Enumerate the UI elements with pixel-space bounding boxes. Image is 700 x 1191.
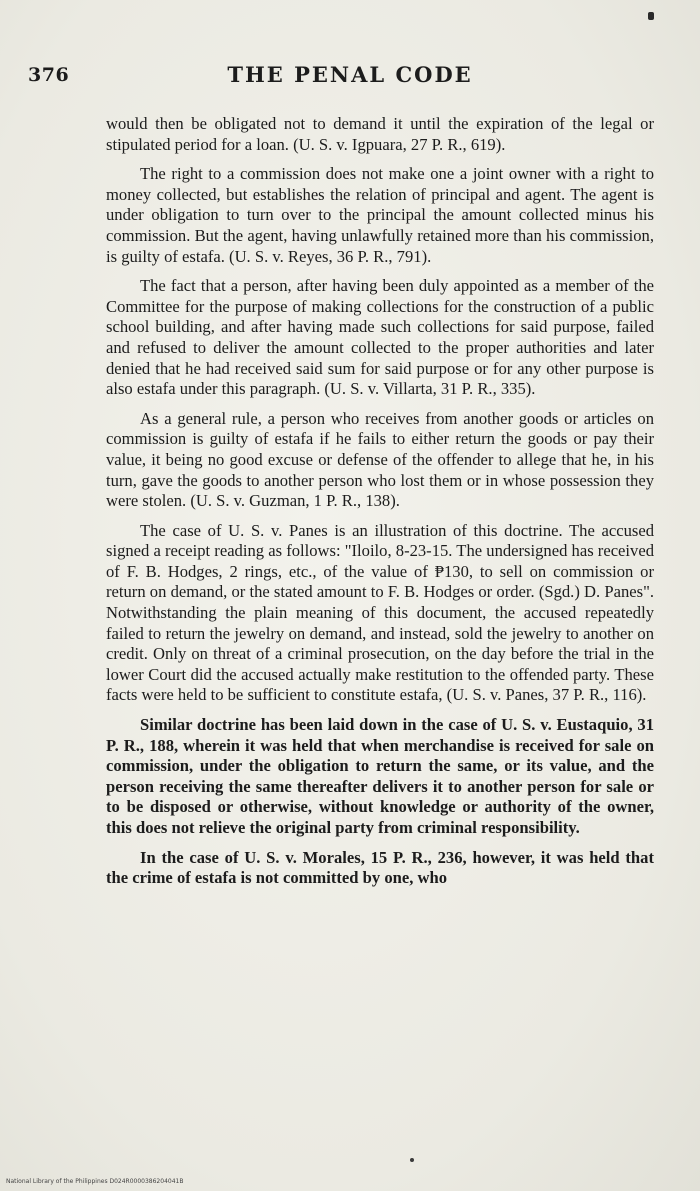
scan-mark: [648, 12, 654, 20]
paragraph-morales-case: In the case of U. S. v. Morales, 15 P. R., 236, however, it was held that the crime of estafa is not committed by one, who: [106, 847, 654, 888]
paragraph-commission: The right to a commission does not make one a joint owner with a right to money collected, but establishes the relation of principal and agent. The agent is under obligation to turn over to the principal the amount collected minus his commission. But the agent, having unlawfully retained more than his commission, is guilty of estafa. (U. S. v. Reyes, 36 P. R., 791).: [106, 164, 654, 266]
paragraph-committee: The fact that a person, after having been duly appointed as a member of the Committee for the purpose of making collections for the construction of a public school building, and after having made such collections for said purpose, failed and refused to deliver the amount collected to the proper authorities and later denied that he had received said sum for said purpose or for any other purpose is also estafa under this paragraph. (U. S. v. Villarta, 31 P. R., 335).: [106, 276, 654, 399]
ink-speck: [410, 1158, 414, 1162]
paragraph-eustaquio-case: Similar doctrine has been laid down in the case of U. S. v. Eustaquio, 31 P. R., 188, wherein it was held that when merchandise is received for sale on commission, under the obligation to return the same, or its value, and the person receiving the same thereafter delivers it to another person for sale or to be disposed or otherwise, without knowledge or authority of the owner, this does not relieve the original party from criminal responsibility.: [106, 715, 654, 837]
body-text: [106, 114, 654, 898]
archive-footer: National Library of the Philippines D024R0000386204041B: [6, 1178, 184, 1185]
paragraph-panes-case: The case of U. S. v. Panes is an illustration of this doctrine. The accused signed a receipt reading as follows: "Iloilo, 8-23-15. The undersigned has received of F. B. Hodges, 2 rings, etc., of the value of ₱130, to sell on commission or return on demand, or the stated amount to F. B. Hodges or order. (Sgd.) D. Panes". Notwithstanding the plain meaning of this document, the accused repeatedly failed to return the jewelry on demand, and instead, sold the jewelry to another on credit. Only on threat of a criminal prosecution, on the day before the trial in the lower Court did the accused actually make restitution to the offended party. These facts were held to be sufficient to constitute estafa, (U. S. v. Panes, 37 P. R., 116).: [106, 520, 654, 705]
paragraph-continued: would then be obligated not to demand it until the expiration of the legal or stipulated period for a loan. (U. S. v. Igpuara, 27 P. R., 619).: [106, 114, 654, 154]
running-head: THE PENAL CODE: [227, 62, 473, 87]
page-number: 376: [28, 64, 70, 86]
paragraph-general-rule: As a general rule, a person who receives from another goods or articles on commission is guilty of estafa if he fails to either return the goods or pay their value, it being no good excuse or defense of the offender to allege that he, in his turn, gave the goods to another person who lost them or in whose possession they were stolen. (U. S. v. Guzman, 1 P. R., 138).: [106, 408, 654, 511]
